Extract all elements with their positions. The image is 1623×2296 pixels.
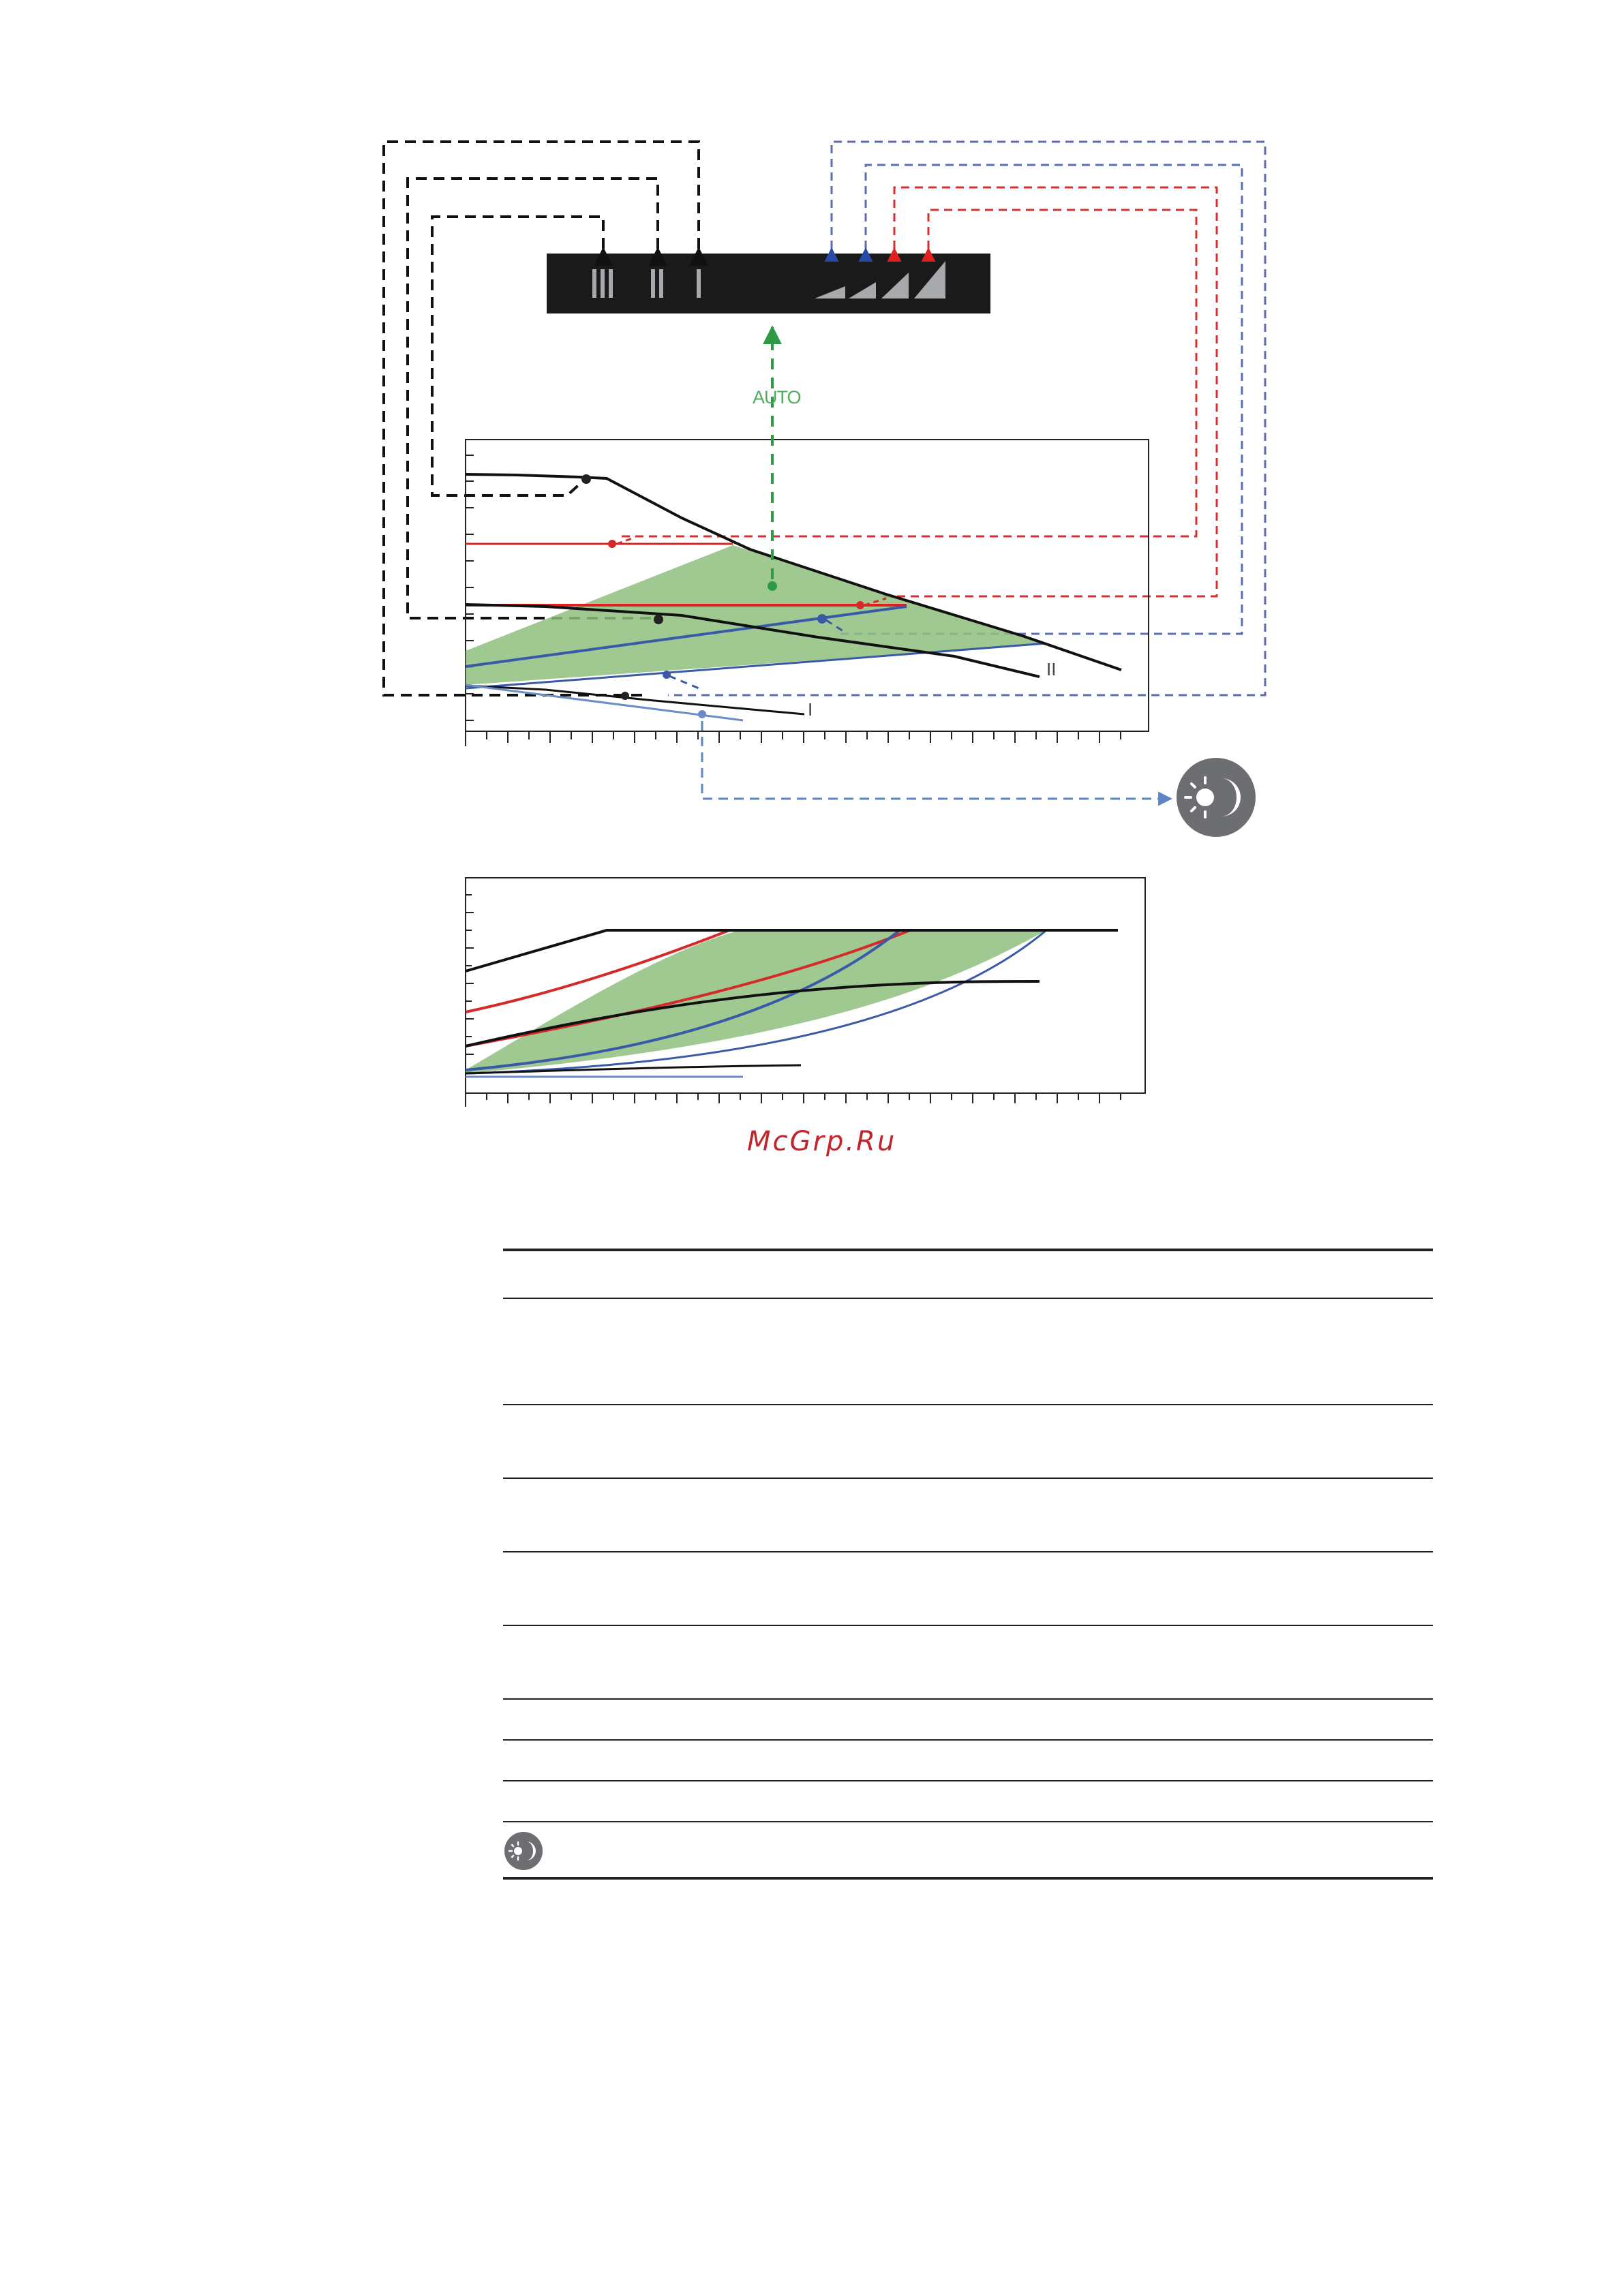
blue-high-point	[817, 614, 827, 624]
curve-III-indicator[interactable]	[592, 269, 613, 298]
table-header-row	[503, 1249, 1433, 1299]
curve-I	[466, 686, 804, 714]
blue-low-point	[663, 671, 671, 679]
light-blue-point	[698, 710, 706, 718]
table-row	[503, 1479, 1433, 1552]
night-mode-arrow	[702, 721, 1171, 799]
curve-I-point	[621, 692, 629, 700]
auto-label: AUTO	[753, 387, 801, 408]
curve-III-point	[581, 474, 591, 484]
table-row	[503, 1299, 1433, 1405]
watermark: McGrp.Ru	[747, 1126, 897, 1157]
curve-I-indicator[interactable]	[697, 269, 701, 298]
power-curve-chart	[466, 878, 1145, 1107]
control-panel	[547, 254, 990, 313]
table-row	[503, 1552, 1433, 1626]
sun-moon-icon	[503, 1831, 544, 1871]
table-row	[503, 1405, 1433, 1479]
curve-label-II: II	[1046, 659, 1057, 679]
red-low-point	[856, 601, 864, 609]
red-high-point	[608, 540, 616, 548]
curve-II-point	[654, 615, 663, 624]
curve-label-I: I	[808, 699, 813, 720]
head-curve-chart	[466, 440, 1149, 746]
table-row	[503, 1781, 1433, 1822]
auto-point	[768, 581, 777, 591]
auto-range-area	[466, 545, 1046, 685]
table-row-night-mode	[503, 1822, 1433, 1880]
sun-moon-icon[interactable]	[1177, 758, 1256, 837]
table-row	[503, 1626, 1433, 1700]
power-auto-area	[466, 930, 1046, 1073]
table-row	[503, 1700, 1433, 1741]
table-row	[503, 1741, 1433, 1781]
settings-table	[503, 1249, 1433, 1880]
